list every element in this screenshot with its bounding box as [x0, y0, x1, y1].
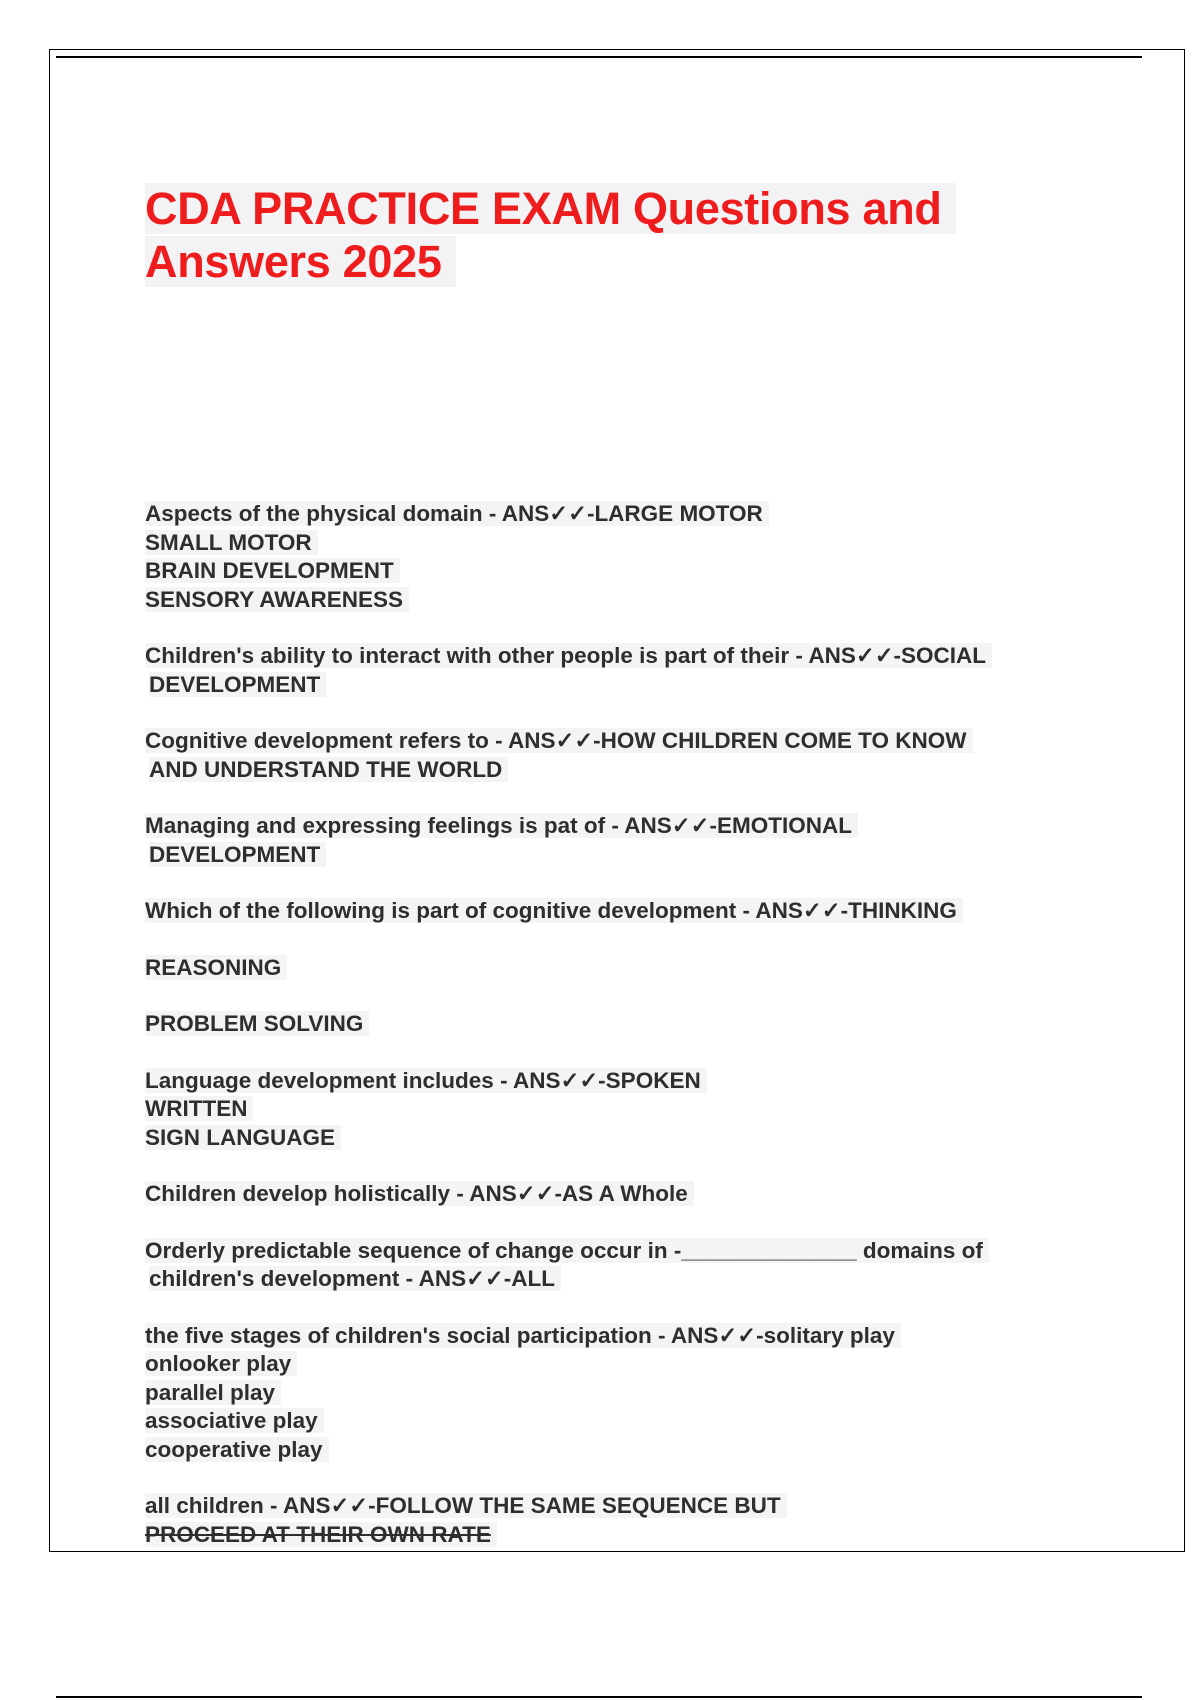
- qa-line: [145, 671, 1105, 700]
- qa-line: [145, 1180, 1105, 1209]
- qa-line-text: DEVELOPMENT: [149, 672, 326, 697]
- qa-line: [145, 1095, 1105, 1124]
- paragraph-gap: [145, 699, 1105, 727]
- qa-line-text: SMALL MOTOR: [145, 530, 318, 555]
- qa-line: [145, 529, 1105, 558]
- qa-line-text: onlooker play: [145, 1351, 297, 1376]
- qa-line: [145, 1436, 1105, 1465]
- qa-line-text: BRAIN DEVELOPMENT: [145, 558, 400, 583]
- qa-line: [145, 586, 1105, 615]
- qa-line-text: parallel play: [145, 1380, 281, 1405]
- paragraph-gap: [145, 1152, 1105, 1180]
- paragraph-gap: [145, 614, 1105, 642]
- title-line-2: Answers 2025: [145, 236, 456, 287]
- qa-line: [145, 1265, 1105, 1294]
- paragraph-gap: [145, 1209, 1105, 1237]
- title-line-1: CDA PRACTICE EXAM Questions and: [145, 183, 956, 234]
- qa-line: [145, 642, 1105, 671]
- qa-line: [145, 812, 1105, 841]
- paragraph-gap: [145, 1039, 1105, 1067]
- qa-line-text: AND UNDERSTAND THE WORLD: [149, 757, 508, 782]
- qa-line-text: Aspects of the physical domain - ANS✓✓-LARGE MOTOR: [145, 501, 769, 526]
- paragraph-gap: [145, 982, 1105, 1010]
- qa-line: [145, 1379, 1105, 1408]
- qa-line-text: the five stages of children's social participation - ANS✓✓-solitary play: [145, 1323, 901, 1348]
- paragraph-gap: [145, 869, 1105, 897]
- qa-line: [145, 1237, 1105, 1266]
- qa-line-text: REASONING: [145, 955, 287, 980]
- document-title: [145, 182, 985, 288]
- qa-line: [145, 1010, 1105, 1039]
- qa-line: [145, 727, 1105, 756]
- qa-line: [145, 1350, 1105, 1379]
- qa-line: [145, 897, 1105, 926]
- qa-line-text: WRITTEN: [145, 1096, 253, 1121]
- qa-line: [145, 500, 1105, 529]
- qa-line: [145, 557, 1105, 586]
- qa-line: [145, 1492, 1105, 1521]
- qa-line: [145, 1124, 1105, 1153]
- qa-line: [145, 1407, 1105, 1436]
- paragraph-gap: [145, 784, 1105, 812]
- paragraph-gap: [145, 926, 1105, 954]
- qa-line: [145, 756, 1105, 785]
- qa-line-text: Children's ability to interact with other people is part of their - ANS✓✓-SOCIAL: [145, 643, 992, 668]
- qa-line: [145, 954, 1105, 983]
- qa-line-text: SENSORY AWARENESS: [145, 587, 409, 612]
- qa-line-text: Children develop holistically - ANS✓✓-AS A Whole: [145, 1181, 694, 1206]
- qa-line: [145, 1067, 1105, 1096]
- qa-line-text: Language development includes - ANS✓✓-SPOKEN: [145, 1068, 707, 1093]
- bottom-rule: [56, 1696, 1142, 1698]
- qa-line-text: all children - ANS✓✓-FOLLOW THE SAME SEQUENCE BUT: [145, 1493, 787, 1518]
- qa-line-text: Orderly predictable sequence of change occur in -______________ domains of: [145, 1238, 989, 1263]
- qa-line-text: PROCEED AT THEIR OWN RATE: [145, 1522, 497, 1547]
- qa-line: [145, 1521, 1105, 1550]
- qa-line-text: SIGN LANGUAGE: [145, 1125, 341, 1150]
- qa-line: [145, 841, 1105, 870]
- qa-line-text: PROBLEM SOLVING: [145, 1011, 369, 1036]
- qa-line-text: children's development - ANS✓✓-ALL: [149, 1266, 561, 1291]
- paragraph-gap: [145, 1294, 1105, 1322]
- qa-line-text: Managing and expressing feelings is pat of - ANS✓✓-EMOTIONAL: [145, 813, 858, 838]
- qa-line-text: cooperative play: [145, 1437, 329, 1462]
- qa-line-text: Which of the following is part of cognitive development - ANS✓✓-THINKING: [145, 898, 963, 923]
- qa-line-text: Cognitive development refers to - ANS✓✓-HOW CHILDREN COME TO KNOW: [145, 728, 973, 753]
- qa-line-text: DEVELOPMENT: [149, 842, 326, 867]
- paragraph-gap: [145, 1464, 1105, 1492]
- qa-line: [145, 1322, 1105, 1351]
- qa-content: [145, 500, 1105, 1549]
- qa-line-text: associative play: [145, 1408, 324, 1433]
